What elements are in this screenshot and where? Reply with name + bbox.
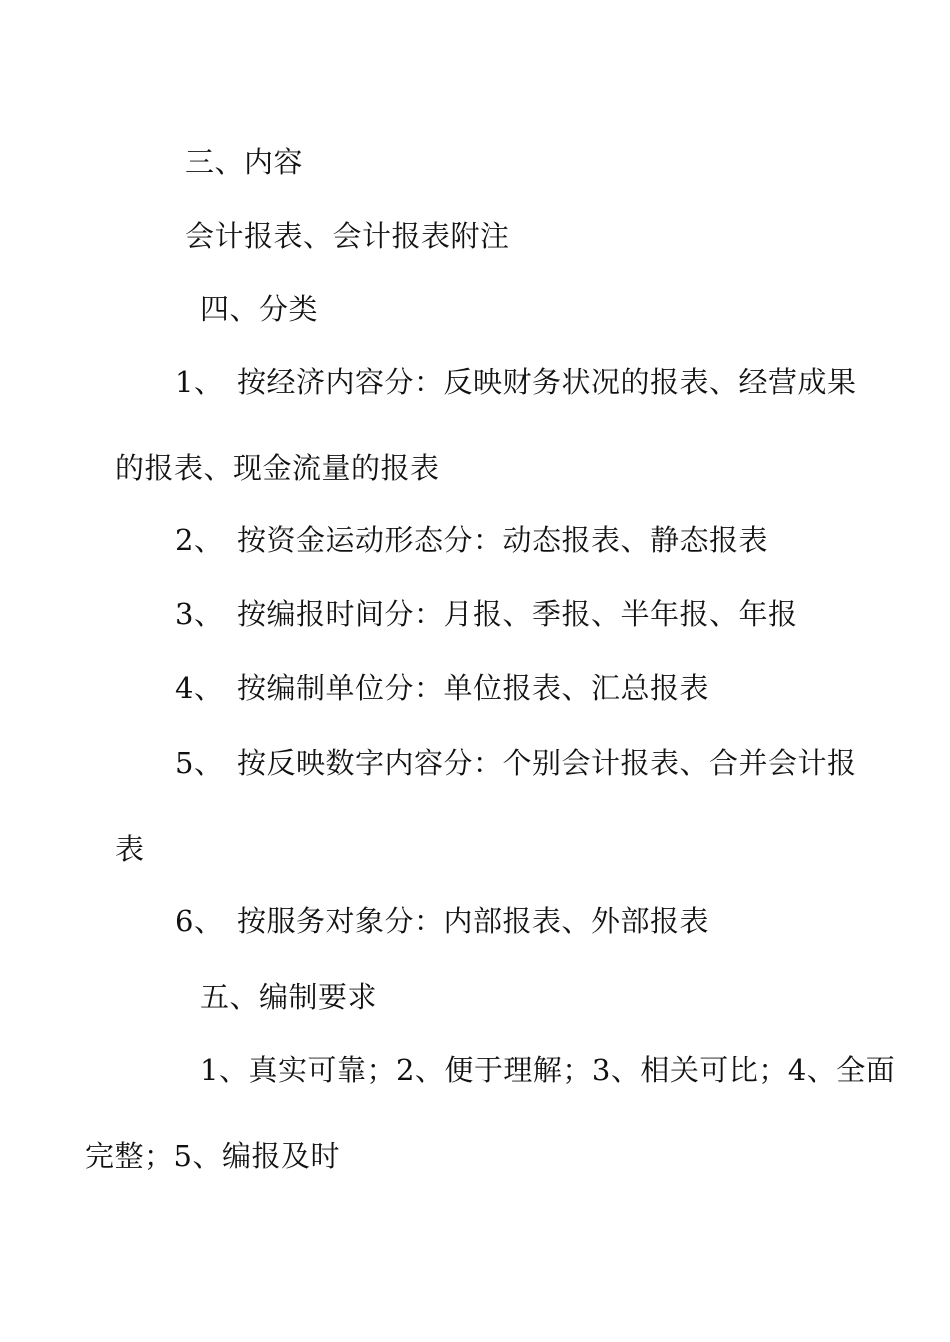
list-item-text: 按服务对象分：内部报表、外部报表: [237, 904, 710, 938]
content-paragraph: 会计报表、会计报表附注: [185, 219, 510, 253]
requirements-paragraph: 1、真实可靠；2、便于理解；3、相关可比；4、全面: [200, 1053, 896, 1087]
list-item-number: 3、: [175, 597, 224, 631]
list-item-2: [175, 520, 768, 560]
list-item-text: 按经济内容分：反映财务状况的报表、经营成果: [237, 365, 857, 399]
list-item-5: [175, 743, 857, 783]
section-heading-requirements: 五、编制要求: [200, 980, 378, 1014]
list-item-number: 1、: [175, 365, 224, 399]
list-item-3: [175, 594, 798, 634]
list-item-6: [175, 901, 709, 941]
section-heading-classification: 四、分类: [200, 292, 319, 326]
list-item-1-continuation: 的报表、现金流量的报表: [115, 451, 440, 485]
list-item-number: 4、: [175, 671, 224, 705]
list-item-text: 按资金运动形态分：动态报表、静态报表: [237, 523, 769, 557]
list-item-1: [175, 362, 857, 402]
list-item-number: 2、: [175, 523, 224, 557]
list-item-text: 按编报时间分：月报、季报、半年报、年报: [237, 597, 798, 631]
list-item-5-continuation: 表: [115, 832, 145, 866]
list-item-number: 5、: [175, 746, 224, 780]
list-item-text: 按反映数字内容分：个别会计报表、合并会计报: [237, 746, 857, 780]
list-item-number: 6、: [175, 904, 224, 938]
list-item-4: [175, 668, 709, 708]
section-heading-content: 三、内容: [185, 145, 304, 179]
requirements-continuation: 完整；5、编报及时: [85, 1139, 340, 1173]
list-item-text: 按编制单位分：单位报表、汇总报表: [237, 671, 710, 705]
